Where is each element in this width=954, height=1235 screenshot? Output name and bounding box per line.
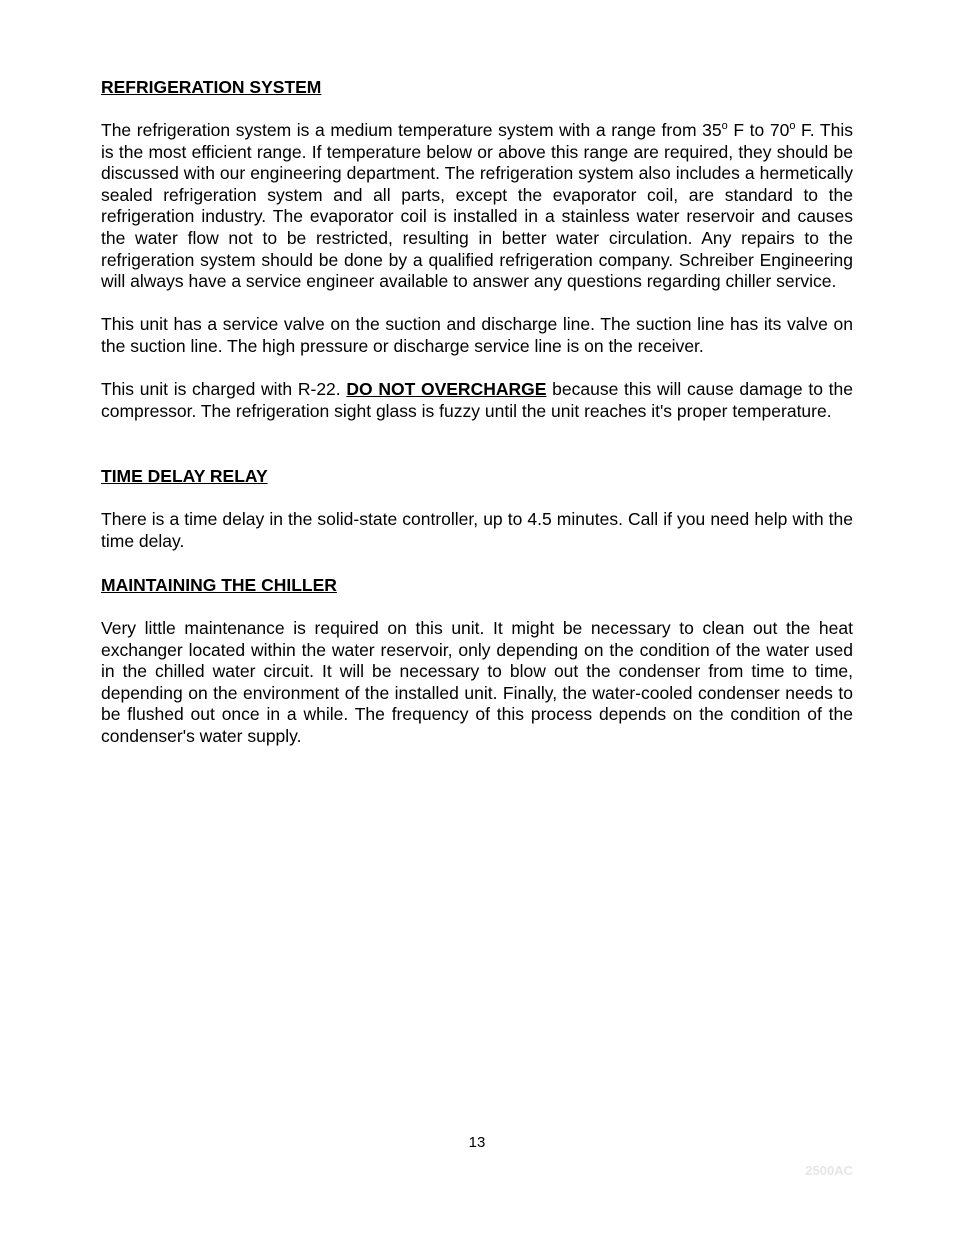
degree-superscript-1: o — [721, 120, 728, 133]
refrigeration-p3-text-b: because this will cause damage to the compressor. The refrigeration sight glass is fuzzy until the unit reaches it's proper temperature. — [101, 379, 853, 421]
heading-refrigeration-system: REFRIGERATION SYSTEM — [101, 77, 322, 97]
maintaining-paragraph: Very little maintenance is required on this unit. It might be necessary to clean out the heat exchanger located within the water reservoir, only depending on the condition of the water used in the chilled water circuit. It will be necessary to blow out the condenser from time to time, depending on the environment of the installed unit. Finally, the water-cooled condenser needs to be flushed out once in a while. The frequency of this process depends on the condition of the condenser's water supply. — [101, 618, 853, 747]
refrigeration-paragraph-1 — [101, 120, 853, 293]
refrigeration-paragraph-3 — [101, 379, 853, 422]
refrigeration-p1-text-c: F. This is the most efficient range. If temperature below or above this range are required, they should be discussed with our engineering department. The refrigeration system also includes a hermetically sealed refrigeration system and all parts, except the evaporator coil, are standard to the refrigeration industry. The evaporator coil is installed in a stainless water reservoir and causes the water flow not to be restricted, resulting in better water circulation. Any repairs to the refrigeration system should be done by a qualified refrigeration company. Schreiber Engineering will always have a service engineer available to answer any questions regarding chiller service. — [101, 120, 853, 292]
refrigeration-paragraph-2: This unit has a service valve on the suction and discharge line. The suction line has its valve on the suction line. The high pressure or discharge service line is on the receiver. — [101, 314, 853, 356]
heading-maintaining-the-chiller: MAINTAINING THE CHILLER — [101, 575, 337, 596]
time-delay-paragraph: There is a time delay in the solid-state controller, up to 4.5 minutes. Call if you need help with the time delay. — [101, 509, 853, 551]
do-not-overcharge-warning: DO NOT OVERCHARGE — [346, 379, 547, 400]
page-number: 13 — [468, 1134, 486, 1151]
refrigeration-p1-text-a: The refrigeration system is a medium temperature system with a range from 35 — [101, 120, 722, 140]
document-page — [101, 76, 853, 748]
refrigeration-p3-text-a: This unit is charged with R-22. — [101, 379, 347, 400]
model-code-watermark: 2500AC — [805, 1163, 853, 1178]
heading-time-delay-relay: TIME DELAY RELAY — [101, 466, 268, 487]
refrigeration-p1-text-b: F to 70 — [727, 120, 790, 140]
degree-superscript-2: o — [789, 120, 796, 133]
